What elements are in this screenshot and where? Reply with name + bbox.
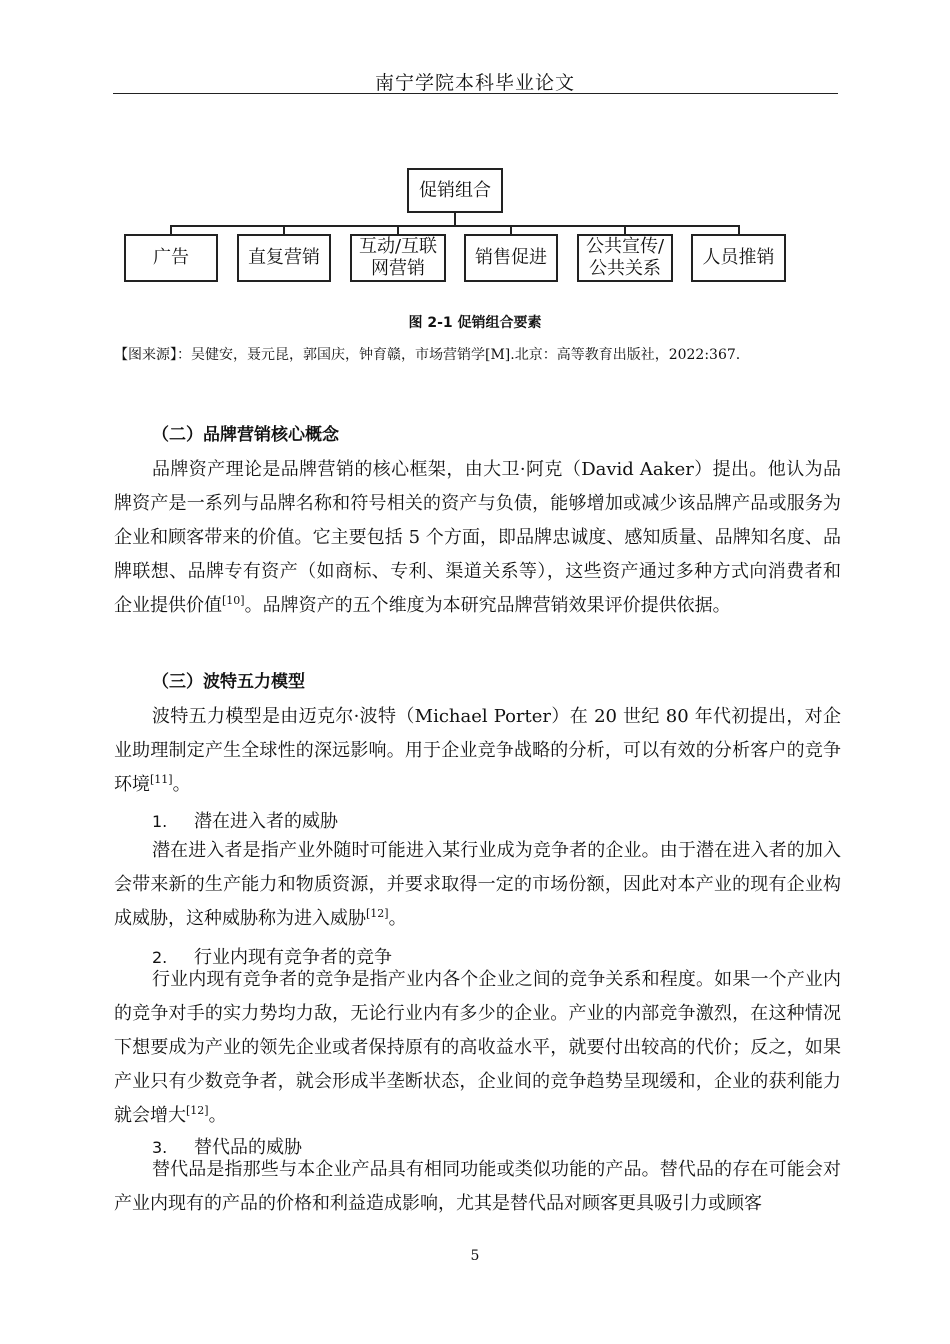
paragraph-brand-equity: 品牌资产理论是品牌营销的核心框架，由大卫·阿克（David Aaker）提出。他认为品牌资产是一系列与品牌名称和符号相关的资产与负债，能够增加或减少该品牌产品或服务为企业和顾客带来的价值。它主要包括 5 个方面，即品牌忠诚度、感知质量、品牌知名度、品牌联想、品牌专有资产（如商标、专利、渠道关系等），这些资产通过多种方式向消费者和企业提供价值[10]。品牌资产的五个维度为本研究品牌营销效果评价提供依据。 <box>114 459 841 616</box>
diagram-connector-drop <box>624 225 626 234</box>
paragraph-potential-entrants: 潜在进入者是指产业外随时可能进入某行业成为竞争者的企业。由于潜在进入者的加入会带来新的生产能力和物质资源，并要求取得一定的市场份额，因此对本产业的现有企业构成威胁，这种威胁称为进入威胁[12]。 <box>114 840 841 929</box>
citation-ref: [11] <box>150 773 173 786</box>
diagram-child-box <box>350 234 446 282</box>
promotion-mix-diagram <box>100 160 820 300</box>
list-item-title: 2. 行业内现有竞争者的竞争 <box>152 947 392 968</box>
diagram-child-box <box>464 234 558 282</box>
diagram-child-box <box>691 234 786 282</box>
diagram-child-label-line: 网营销 <box>371 258 425 279</box>
diagram-connector-drop <box>283 225 285 234</box>
diagram-child-box <box>577 234 673 282</box>
diagram-root-box: 促销组合 <box>407 168 503 213</box>
citation-ref: [12] <box>186 1104 209 1117</box>
diagram-connector-drop <box>510 225 512 234</box>
list-item-title: 1. 潜在进入者的威胁 <box>152 811 338 832</box>
paragraph-existing-competitors: 行业内现有竞争者的竞争是指产业内各个企业之间的竞争关系和程度。如果一个产业内的竞争对手的实力势均力敌，无论行业内有多少的企业。产业的内部竞争激烈，在这种情况下想要成为产业的领先企业或者保持原有的高收益水平，就要付出较高的代价；反之，如果产业只有少数竞争者，就会形成半垄断状态，企业间的竞争趋势呈现缓和，企业的获利能力就会增大[12]。 <box>114 969 841 1126</box>
diagram-child-label: 直复营销 <box>248 247 320 268</box>
page-header-title: 南宁学院本科毕业论文 <box>374 72 575 94</box>
citation-ref: [10] <box>222 594 245 607</box>
diagram-child-label-line: 公共宣传/ <box>585 236 665 257</box>
list-item-number: 3. <box>152 1138 168 1157</box>
list-item-number: 1. <box>152 812 168 831</box>
paragraph-substitutes: 替代品是指那些与本企业产品具有相同功能或类似功能的产品。替代品的存在可能会对产业内现有的产品的价格和利益造成影响，尤其是替代品对顾客更具吸引力或顾客 <box>114 1159 841 1214</box>
diagram-connector-drop <box>170 225 172 234</box>
diagram-connector-drop <box>738 225 740 234</box>
diagram-child-label-line: 互动/互联 <box>358 236 438 257</box>
diagram-child-box <box>124 234 218 282</box>
diagram-child-box <box>237 234 331 282</box>
section-heading-porter-five-forces: （三）波特五力模型 <box>152 672 305 692</box>
section-heading-brand-marketing: （二）品牌营销核心概念 <box>152 425 339 445</box>
page-number: 5 <box>470 1248 480 1264</box>
diagram-child-label: 广告 <box>153 247 189 268</box>
diagram-child-label: 人员推销 <box>702 247 775 268</box>
list-item-title: 3. 替代品的威胁 <box>152 1137 302 1158</box>
diagram-child-label-line: 公共关系 <box>589 258 661 279</box>
figure-source: 【图来源】：吴健安，聂元昆，郭国庆，钟育赣，市场营销学[M].北京：高等教育出版社，2022:367. <box>114 347 741 363</box>
list-item-number: 2. <box>152 948 168 967</box>
diagram-connector-bar <box>170 225 739 227</box>
figure-caption: 图 2-1 促销组合要素 <box>408 315 542 331</box>
diagram-connector-trunk <box>454 213 456 225</box>
citation-ref: [12] <box>366 907 389 920</box>
paragraph-porter-intro: 波特五力模型是由迈克尔·波特（Michael Porter）在 20 世纪 80 年代初提出，对企业助理制定产生全球性的深远影响。用于企业竞争战略的分析，可以有效的分析客户的竞争环境[11]。 <box>114 706 841 795</box>
diagram-child-label: 销售促进 <box>475 247 547 268</box>
diagram-connector-drop <box>397 225 399 234</box>
header-rule <box>113 93 838 94</box>
